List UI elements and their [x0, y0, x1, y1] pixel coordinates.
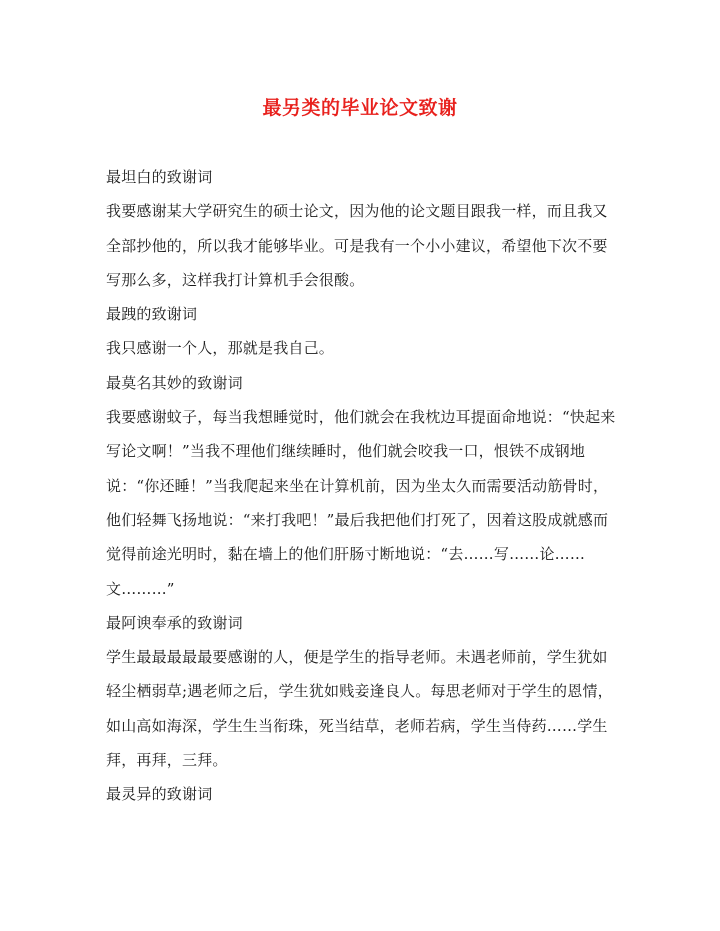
paragraph-inexplicable: 我要感谢蚊子，每当我想睡觉时，他们就会在我枕边耳提面命地说：“快起来写论文啊！”当我不理他们继续睡时，他们就会咬我一口，恨铁不成钢地说：“你还睡！”当我爬起来坐在计算机前，因为坐太久而需要活动筋骨时，他们轻舞飞扬地说：“来打我吧！”最后我把他们打死了，因着这股成就感而觉得前途光明时，黏在墙上的他们肝肠寸断地说：“去……写……论……文………” [106, 408, 616, 598]
section-heading-arrogant: 最跩的致谢词 [106, 305, 198, 324]
section-heading-flattering: 最阿谀奉承的致谢词 [106, 613, 243, 632]
section-heading-supernatural: 最灵异的致谢词 [106, 785, 213, 804]
paragraph-frank: 我要感谢某大学研究生的硕士论文，因为他的论文题目跟我一样，而且我又全部抄他的，所以我才能够毕业。可是我有一个小小建议，希望他下次不要写那么多，这样我打计算机手会很酸。 [106, 202, 608, 289]
section-heading-inexplicable: 最莫名其妙的致谢词 [106, 373, 243, 392]
document-body [106, 160, 620, 812]
paragraph-arrogant: 我只感谢一个人，那就是我自己。 [106, 339, 335, 358]
paragraph-flattering: 学生最最最最最要感谢的人，便是学生的指导老师。未遇老师前，学生犹如轻尘栖弱草;遇老师之后，学生犹如贱妾逢良人。每思老师对于学生的恩情，如山高如海深，学生生当衔珠，死当结草，老师若病，学生当侍药……学生拜，再拜，三拜。 [106, 648, 613, 770]
document-title: 最另类的毕业论文致谢 [262, 97, 458, 119]
section-heading-frank: 最坦白的致谢词 [106, 168, 213, 186]
